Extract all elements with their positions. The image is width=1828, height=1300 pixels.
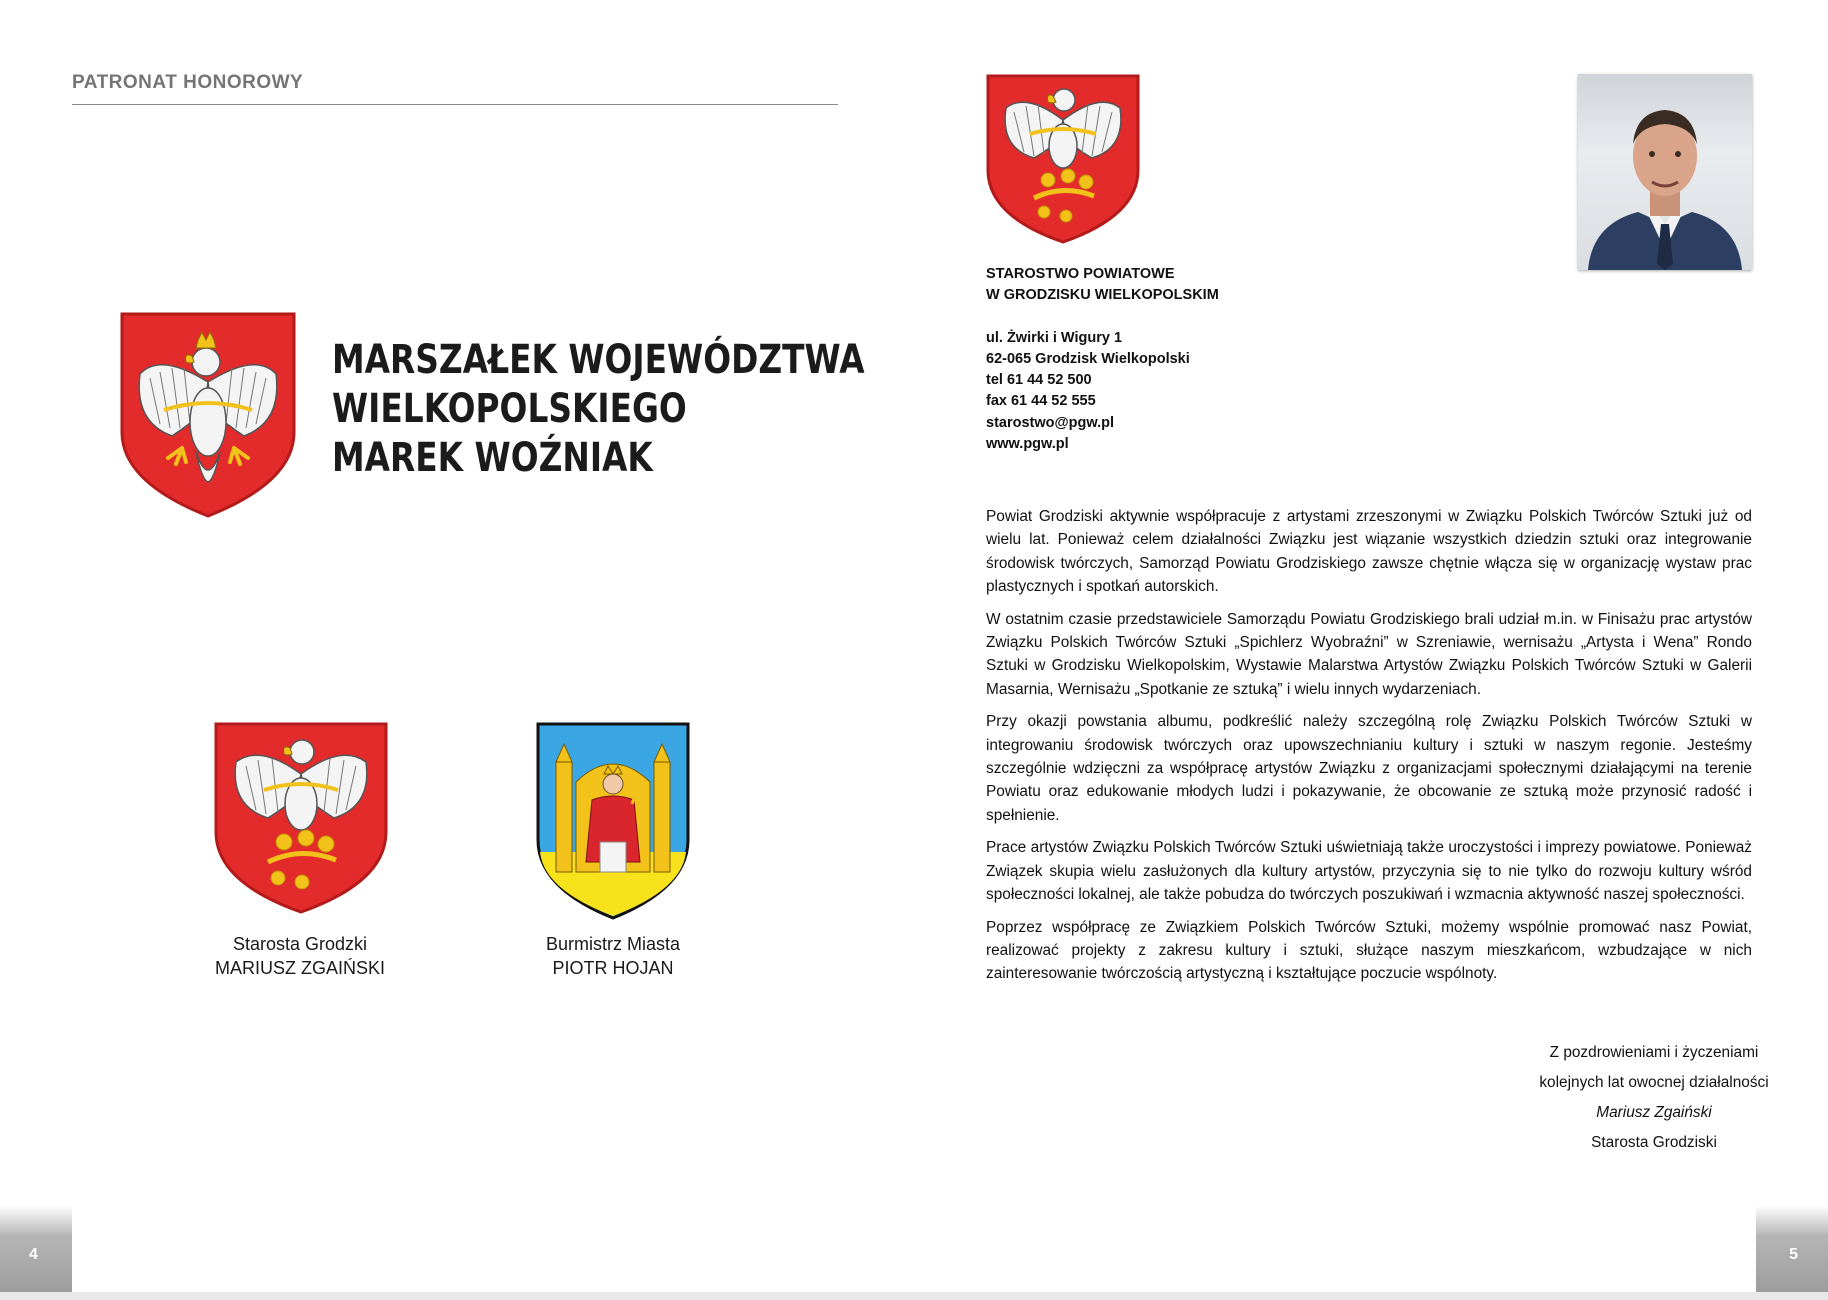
paragraph-2: W ostatnim czasie przedstawiciele Samorządu Powiatu Grodziskiego brali udział m.in. w Finisażu prac artystów Związku Polskich Twórców Sztuki „Spichlerz Wyobraźni” w Szreniawie, wernisażu „Artysta i Wena” Rondo Sztuki w Grodzisku Wielkopolskim, Wystawie Malarstwa Artystów Związku Polskich Twórców Sztuki w Galerii Masarnia, Wernisażu „Spotkanie ze sztuką” i wielu innych wydarzeniach. — [986, 610, 1752, 698]
signature-name: Mariusz Zgaiński — [1596, 1104, 1712, 1121]
paragraph-4: Prace artystów Związku Polskich Twórców Sztuki uświetniają także uroczystości i imprezy powiatowe. Ponieważ Związek skupia wielu zasłużonych dla kultury artystów, przyczynia się to nie tylko do rozwoju kultury wśród społeczności lokalnej, ale także pobudza do twórczych poszukiwań i wzmacnia aktywność naszej społeczności. — [986, 839, 1752, 904]
marshal-title — [332, 336, 865, 483]
right-page — [914, 0, 1828, 1292]
page-number-left: 4 — [29, 1246, 38, 1263]
closing-block — [1504, 1038, 1804, 1158]
town-crest-icon — [536, 722, 690, 920]
portrait-photo — [1578, 74, 1752, 270]
address-block — [986, 264, 1219, 455]
marshal-line-1: MARSZAŁEK WOJEWÓDZTWA — [332, 337, 865, 383]
marshal-line-2: WIELKOPOLSKIEGO — [332, 386, 687, 432]
section-divider — [72, 104, 838, 105]
patron1-caption — [170, 932, 430, 980]
address-city: 62-065 Grodzisk Wielkopolski — [986, 350, 1190, 367]
address-email[interactable]: starostwo@pgw.pl — [986, 414, 1114, 431]
wielkopolska-eagle-crest-icon — [120, 312, 296, 518]
patron2-name: PIOTR HOJAN — [552, 958, 674, 978]
address-street: ul. Żwirki i Wigury 1 — [986, 329, 1123, 346]
closing-line-1: Z pozdrowieniami i życzeniami — [1549, 1044, 1759, 1061]
paragraph-5: Poprzez współpracę ze Związkiem Polskich Twórców Sztuki, możemy wspólnie promować nasz Powiat, realizować projekty z zakresu kultury i sztuki, służące naszym mieszkańcom, wzbudzające w nich zainteresowanie twórczością artystyczną i kształtujące poczucie wspólnoty. — [986, 918, 1752, 983]
patron1-role: Starosta Grodzki — [232, 934, 368, 954]
left-page — [0, 0, 914, 1292]
paragraph-3: Przy okazji powstania albumu, podkreślić należy szczególną rolę Związku Polskich Twórców Sztuki w integrowaniu środowisk twórczych oraz upowszechnianiu kultury i sztuki w naszym regonie. Jesteśmy szczególnie wdzięczni za współpracę artystów Związku z organizacjami społecznymi działającymi na terenie Powiatu oraz edukowanie młodych ludzi i pokazywanie, że obcowanie ze sztuką może przynosić radość i spełnienie. — [986, 713, 1752, 824]
address-fax: fax 61 44 52 555 — [986, 393, 1096, 410]
county-crest-icon — [214, 722, 388, 914]
section-title: PATRONAT HONOROWY — [72, 72, 304, 93]
paragraph-1: Powiat Grodziski aktywnie współpracuje z artystami zrzeszonymi w Związku Polskich Twórców Sztuki już od wielu lat. Ponieważ celem działalności Związku jest wiązanie wszystkich dziedzin sztuki oraz integrowanie środowisk twórczych, Samorząd Powiatu Grodziskiego zawsze chętnie włącza się w organizację wystaw prac plastycznych i spotkań autorskich. — [986, 508, 1752, 596]
address-tel: tel 61 44 52 500 — [986, 372, 1092, 389]
address-gap — [986, 307, 1219, 328]
patron2-caption — [483, 932, 743, 980]
address-www[interactable]: www.pgw.pl — [986, 436, 1069, 453]
org-line-2: W GRODZISKU WIELKOPOLSKIM — [986, 287, 1219, 304]
letter-body — [986, 505, 1752, 995]
page-number-right: 5 — [1789, 1246, 1798, 1263]
org-line-1: STAROSTWO POWIATOWE — [986, 266, 1175, 282]
patron1-name: MARIUSZ ZGAIŃSKI — [214, 958, 385, 978]
closing-line-2: kolejnych lat owocnej działalności — [1539, 1074, 1769, 1091]
marshal-line-3: MAREK WOŹNIAK — [332, 435, 653, 481]
portrait-figure-icon — [1578, 74, 1752, 270]
signature-title: Starosta Grodziski — [1591, 1134, 1717, 1151]
patron2-role: Burmistrz Miasta — [545, 934, 680, 954]
county-crest-small-icon — [986, 74, 1140, 244]
